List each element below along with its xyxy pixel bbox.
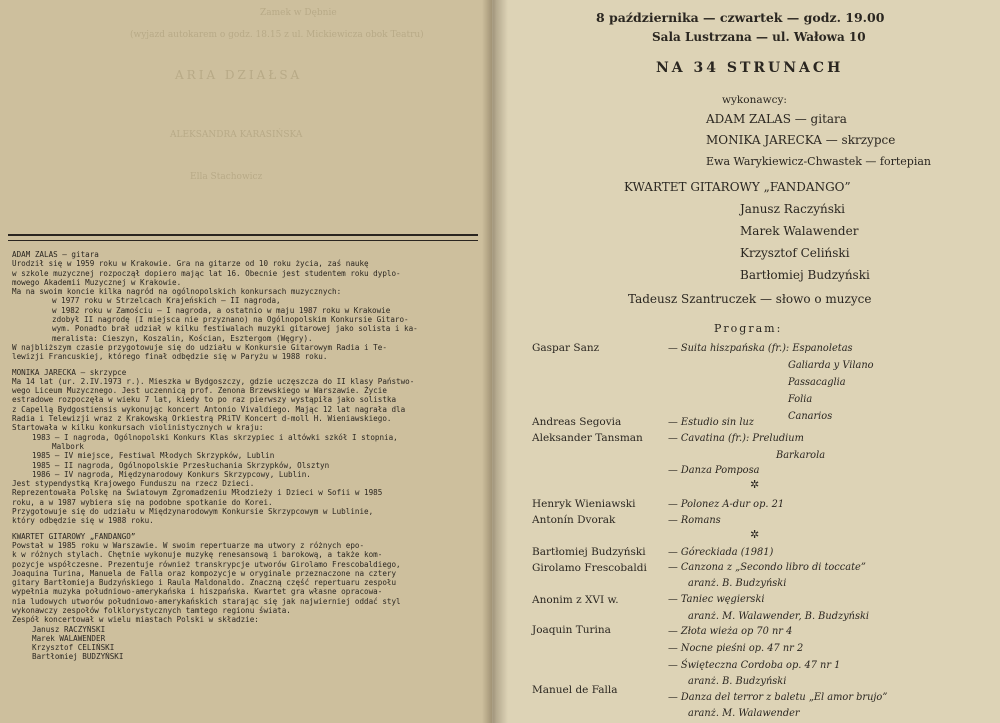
bio-line: Jest stypendystką Krajowego Funduszu na rzecz Dzieci. — [12, 479, 255, 489]
program-composer: Girolamo Frescobaldi — [532, 562, 647, 574]
program-composer: Aleksander Tansman — [532, 432, 643, 444]
program-composer: Bartłomiej Budzyński — [532, 546, 646, 558]
program-work: aranż. B. Budzyński — [688, 578, 787, 589]
separator-icon: ✲ — [750, 528, 760, 541]
bio-line: Bartłomiej BUDZYŃSKI — [32, 652, 124, 662]
bio-line: mowego Akademii Muzycznej w Krakowie. — [12, 277, 182, 287]
bio-line: Radia i Telewizji wraz z Krakowską Orkiestrą PRiTV Koncert d-moll H. Wieniawskiego. — [12, 414, 392, 424]
ghost-line: (wyjazd autokarem o godz. 18.15 z ul. Mickiewicza obok Teatru) — [130, 30, 424, 40]
program-label: Program: — [714, 322, 783, 335]
program-work: Canarios — [788, 411, 833, 422]
program-work: — Canzona z „Secondo libro di toccate” — [668, 562, 866, 573]
concert-venue: Sala Lustrzana — ul. Wałowa 10 — [652, 30, 866, 44]
program-work: — Cavatina (fr.): Preludium — [668, 433, 804, 444]
program-work: — Polonez A-dur op. 21 — [668, 499, 785, 510]
program-composer: Andreas Segovia — [532, 416, 622, 428]
bio-line: Startowała w kilku konkursach violinistycznych w kraju: — [12, 423, 264, 433]
program-work: aranż. M. Walawender — [688, 708, 800, 719]
bio-line: Malbork — [52, 441, 85, 451]
bio-line: zdobył II nagrodę (I miejsca nie przyznano) na Ogólnopolskim Konkursie Gitaro- — [52, 315, 409, 325]
bio-line: estradowe rozpoczęła w wieku 7 lat, kiedy to po raz pierwszy wystąpiła jako solistka — [12, 395, 397, 405]
quartet-member: Krzysztof Celiński — [740, 246, 850, 260]
performers-label: wykonawcy: — [722, 94, 787, 106]
binding-gutter — [482, 0, 508, 723]
quartet-member: Janusz Raczyński — [740, 202, 845, 216]
bio-line: Joaquina Turina, Manuela de Falla oraz kompozycje w oryginale przeznaczone na cztery — [12, 568, 397, 578]
bio-line: Marek WALAWENDER — [32, 633, 106, 643]
speaker: Tadeusz Szantruczek — słowo o muzyce — [628, 292, 872, 306]
bio-line: Reprezentowała Polskę na Światowym Zgromadzeniu Młodzieży i Dzieci w Sofii w 1985 — [12, 488, 383, 498]
ghost-line: ALEKSANDRA KARASIŃSKA — [170, 130, 303, 140]
bio-line: wykonawczy zespołów folklorystycznych tamtego regionu świata. — [12, 605, 291, 615]
bio-line: k w różnych stylach. Chętnie wykonuje muzykę renesansową i barokową, a także kom- — [12, 550, 383, 560]
bio-line: 1986 — IV nagroda, Międzynarodowy Konkurs Skrzypcowy, Lublin. — [32, 469, 311, 479]
bio-line: lewizji Francuskiej, którego finał odbędzie się w Paryżu w 1988 roku. — [12, 352, 328, 362]
separator-icon: ✲ — [750, 478, 760, 491]
ghost-line: Zamek w Dębnie — [260, 8, 337, 18]
divider — [8, 234, 478, 236]
bio-line: wym. Ponadto brał udział w kilku festiwalach muzyki gitarowej jako solista i ka- — [52, 324, 418, 334]
program-composer: Anonim z XVI w. — [532, 594, 619, 606]
program-composer: Henryk Wieniawski — [532, 498, 636, 510]
bio-heading: MONIKA JARECKA — skrzypce — [12, 367, 127, 377]
bio-line: Ma na swoim koncie kilka nagród na ogólnopolskich konkursach muzycznych: — [12, 287, 342, 297]
program-composer: Manuel de Falla — [532, 684, 618, 696]
bio-line: Zespół koncertował w wielu miastach Polski w składzie: — [12, 615, 259, 625]
bio-line: wego Liceum Muzycznego. Jest uczennicą prof. Zenona Brzewskiego w Warszawie. Życie — [12, 386, 387, 396]
bio-line: z Capellą Bydgostiensis wykonując koncert Antonio Vivaldiego. Mając 12 lat nagrała dla — [12, 404, 406, 414]
program-work: — Danza Pomposa — [668, 465, 760, 476]
program-work: Galiarda y Vilano — [788, 360, 874, 371]
bio-line: roku, a w 1987 wybiera się na podobne spotkanie do Korei. — [12, 497, 273, 507]
divider — [8, 240, 478, 241]
performer: Ewa Warykiewicz-Chwastek — fortepian — [706, 155, 931, 168]
quartet-name: KWARTET GITAROWY „FANDANGO” — [624, 180, 851, 194]
program-work: — Suita hiszpańska (fr.): Espanoletas — [668, 343, 853, 354]
program-work: aranż. B. Budzyński — [688, 676, 787, 687]
program-work: Passacaglia — [788, 377, 846, 388]
program-composer: Gaspar Sanz — [532, 342, 600, 354]
ghost-line: Ella Stachowicz — [190, 172, 263, 182]
program-work: Folia — [788, 394, 813, 405]
program-work: — Estudio sin luz — [668, 417, 754, 428]
bio-line: Ma 14 lat (ur. 2.IV.1973 r.). Mieszka w Bydgoszczy, gdzie uczęszcza do II klasy Państwo- — [12, 376, 415, 386]
concert-title: NA 34 STRUNACH — [656, 60, 844, 76]
quartet-member: Marek Walawender — [740, 224, 859, 238]
program-work: aranż. M. Walawender, B. Budzyński — [688, 611, 870, 622]
bio-line: Przygotowuje się do udziału w Międzynarodowym Konkursie Skrzypcowym w Lublinie, — [12, 507, 374, 517]
bio-line: Krzysztof CELIŃSKI — [32, 643, 115, 653]
quartet-member: Bartłomiej Budzyński — [740, 268, 870, 282]
bio-line: Powstał w 1985 roku w Warszawie. W swoim repertuarze ma utwory z różnych epo- — [12, 540, 365, 550]
bio-adam — [12, 250, 480, 662]
program-work: — Nocne pieśni op. 47 nr 2 — [668, 643, 804, 654]
program-work: — Święteczna Cordoba op. 47 nr 1 — [668, 660, 841, 671]
bio-line: 1983 — I nagroda, Ogólnopolski Konkurs Klas skrzypiec i altówki szkół I stopnia, — [32, 432, 398, 442]
bio-line: W najbliższym czasie przygotowuje się do udziału w Konkursie Gitarowym Radia i Te- — [12, 342, 387, 352]
program-work: — Złota wieża op 70 nr 4 — [668, 626, 793, 637]
bio-line: w 1977 roku w Strzelcach Krajeńskich — II nagroda, — [52, 296, 281, 306]
bio-line: pozycje współczesne. Prezentuje również transkrypcje utworów Girolamo Frescobaldiego, — [12, 559, 401, 569]
bio-line: w 1982 roku w Zamościu — I nagroda, a ostatnio w maju 1987 roku w Krakowie — [52, 305, 391, 315]
bio-heading: KWARTET GITAROWY „FANDANGO” — [12, 531, 136, 541]
performer: ADAM ZALAS — gitara — [706, 112, 847, 126]
bio-line: 1985 — II nagroda, Ogólnopolskie Przesłuchania Skrzypków, Olsztyn — [32, 460, 330, 470]
performer: MONIKA JARECKA — skrzypce — [706, 133, 896, 147]
program-work: — Taniec węgierski — [668, 594, 765, 605]
bio-heading: ADAM ZALAS — gitara — [12, 250, 99, 259]
bio-line: nia ludowych utworów południowo-amerykańskich starając się jak najwierniej oddać styl — [12, 596, 401, 606]
bio-line: w szkole muzycznej rozpoczął dopiero mając lat 16. Obecnie jest studentem roku dyplo- — [12, 268, 401, 278]
left-page — [0, 0, 492, 723]
program-composer: Joaquin Turina — [532, 624, 611, 636]
right-page — [492, 0, 1000, 723]
program-work: — Romans — [668, 515, 721, 526]
program-work: — Góreckiada (1981) — [668, 547, 774, 558]
bio-line: 1985 — IV miejsce, Festiwal Młodych Skrzypków, Lublin — [32, 451, 275, 461]
bio-line: który odbędzie się w 1988 roku. — [12, 516, 154, 526]
program-composer: Antonín Dvorak — [532, 514, 616, 526]
bio-line: meralista: Cieszyn, Koszalin, Kościan, Esztergom (Węgry). — [52, 333, 313, 343]
bio-line: Urodził się w 1959 roku w Krakowie. Gra na gitarze od 10 roku życia, zaś naukę — [12, 259, 369, 269]
bio-line: wypełnia muzyka południowo-amerykańska i hiszpańska. Kwartet gra własne opracowa- — [12, 587, 383, 597]
bio-line: Janusz RACZYŃSKI — [32, 624, 106, 634]
ghost-line: ARIA DZIAŁSA — [175, 68, 303, 82]
program-work: — Danza del terror z baletu „El amor brujo” — [668, 692, 888, 703]
bio-line: gitary Bartłomieja Budzyńskiego i Raula Maldonaldo. Znaczną część repertuaru zespołu — [12, 578, 397, 588]
concert-date: 8 października — czwartek — godz. 19.00 — [596, 10, 885, 25]
program-work: Barkarola — [776, 450, 826, 461]
